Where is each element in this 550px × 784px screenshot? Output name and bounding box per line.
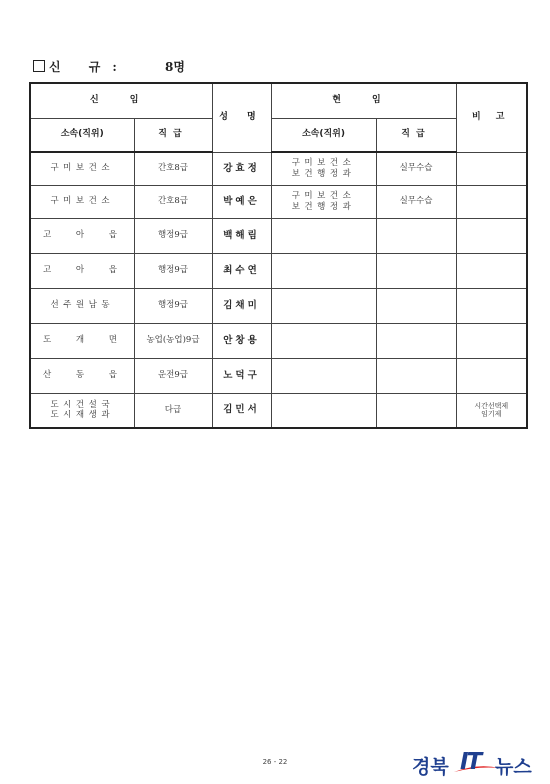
table-row bbox=[30, 152, 527, 185]
cell-current-dept bbox=[271, 253, 376, 288]
cell-grade: 다급 bbox=[134, 393, 212, 428]
dept-line: 도시재생과 bbox=[50, 410, 115, 421]
header-remarks: 비 고 bbox=[456, 83, 527, 152]
personnel-table bbox=[29, 82, 528, 429]
table-row bbox=[30, 218, 527, 253]
cell-name: 김민서 bbox=[212, 393, 271, 428]
table-row bbox=[30, 185, 527, 218]
heading-count: 8명 bbox=[165, 60, 185, 74]
header-name: 성 명 bbox=[212, 83, 271, 152]
cell-current-dept bbox=[271, 185, 376, 218]
header-current-dept: 소속(직위) bbox=[271, 118, 376, 152]
cell-dept bbox=[30, 185, 134, 218]
cell-current-dept bbox=[271, 323, 376, 358]
dept-char: 동 bbox=[75, 370, 89, 381]
cur_dept-line: 구미보건소 bbox=[291, 158, 356, 169]
cell-grade: 행정9급 bbox=[134, 218, 212, 253]
cell-dept bbox=[30, 393, 134, 428]
checkbox-square-icon bbox=[33, 60, 45, 72]
dept-char: 개 bbox=[75, 335, 89, 346]
cell-current-grade bbox=[376, 393, 456, 428]
header-dept: 소속(직위) bbox=[30, 118, 134, 152]
cell-remarks bbox=[456, 358, 527, 393]
dept-char: 읍 bbox=[108, 230, 122, 241]
cell-grade: 간호8급 bbox=[134, 152, 212, 185]
dept-char: 읍 bbox=[108, 265, 122, 276]
cell-current-dept bbox=[271, 393, 376, 428]
dept-char: 도 bbox=[43, 335, 56, 346]
table-row bbox=[30, 323, 527, 358]
cell-current-grade bbox=[376, 323, 456, 358]
header-current-grade: 직급 bbox=[376, 118, 456, 152]
dept-line: 구미보건소 bbox=[50, 163, 115, 174]
cell-dept bbox=[30, 288, 134, 323]
cell-remarks bbox=[456, 288, 527, 323]
cur_dept-line: 보건행정과 bbox=[291, 201, 356, 212]
cell-current-grade bbox=[376, 218, 456, 253]
cell-current-grade bbox=[376, 253, 456, 288]
cell-name: 안창용 bbox=[212, 323, 271, 358]
dept-char: 아 bbox=[75, 230, 89, 241]
cell-name: 백해림 bbox=[212, 218, 271, 253]
cell-name: 최수연 bbox=[212, 253, 271, 288]
dept-char: 산 bbox=[43, 370, 56, 381]
heading-label: 신 규: bbox=[49, 60, 129, 74]
logo-text-right: 뉴스 bbox=[495, 756, 532, 778]
cell-grade: 운전9급 bbox=[134, 358, 212, 393]
header-new-post: 신 임 bbox=[30, 83, 212, 118]
cell-dept bbox=[30, 218, 134, 253]
cur_dept-line: 구미보건소 bbox=[291, 190, 356, 201]
cell-remarks bbox=[456, 323, 527, 358]
note-line: 시간선택제 bbox=[474, 401, 509, 410]
dept-line: 도시건설국 bbox=[50, 399, 115, 410]
cell-current-grade: 실무수습 bbox=[376, 152, 456, 185]
cell-dept bbox=[30, 152, 134, 185]
cell-dept bbox=[30, 358, 134, 393]
table-row bbox=[30, 358, 527, 393]
logo-text-left: 경북 bbox=[412, 756, 449, 778]
cell-remarks bbox=[456, 152, 527, 185]
logo-text-mid: IT bbox=[460, 749, 481, 775]
note-line: 임기제 bbox=[481, 410, 502, 419]
table-row bbox=[30, 288, 527, 323]
cell-remarks bbox=[456, 253, 527, 288]
page-number: 26 - 22 bbox=[262, 758, 288, 766]
cell-current-dept bbox=[271, 288, 376, 323]
section-heading bbox=[33, 58, 185, 75]
cell-grade: 행정9급 bbox=[134, 288, 212, 323]
dept-char: 아 bbox=[75, 265, 89, 276]
cell-grade: 농업(농업)9급 bbox=[134, 323, 212, 358]
cell-name: 강효정 bbox=[212, 152, 271, 185]
table-row bbox=[30, 393, 527, 428]
cell-current-dept bbox=[271, 152, 376, 185]
cell-remarks bbox=[456, 218, 527, 253]
cell-grade: 행정9급 bbox=[134, 253, 212, 288]
cell-name: 김채미 bbox=[212, 288, 271, 323]
header-grade: 직급 bbox=[134, 118, 212, 152]
cell-current-dept bbox=[271, 218, 376, 253]
header-current-post: 현 임 bbox=[271, 83, 456, 118]
cur_dept-line: 보건행정과 bbox=[291, 168, 356, 179]
cell-current-grade bbox=[376, 288, 456, 323]
cell-dept bbox=[30, 253, 134, 288]
cell-current-grade bbox=[376, 358, 456, 393]
cell-remarks bbox=[456, 185, 527, 218]
dept-char: 읍 bbox=[108, 370, 122, 381]
cell-name: 노덕구 bbox=[212, 358, 271, 393]
table-row bbox=[30, 253, 527, 288]
dept-char: 고 bbox=[43, 230, 56, 241]
dept-line: 선주원남동 bbox=[50, 300, 115, 311]
news-logo bbox=[412, 748, 540, 778]
dept-line: 구미보건소 bbox=[50, 196, 115, 207]
cell-current-dept bbox=[271, 358, 376, 393]
cell-current-grade: 실무수습 bbox=[376, 185, 456, 218]
dept-char: 면 bbox=[108, 335, 122, 346]
cell-grade: 간호8급 bbox=[134, 185, 212, 218]
cell-remarks bbox=[456, 393, 527, 428]
dept-char: 고 bbox=[43, 265, 56, 276]
cell-dept bbox=[30, 323, 134, 358]
cell-name: 박예은 bbox=[212, 185, 271, 218]
